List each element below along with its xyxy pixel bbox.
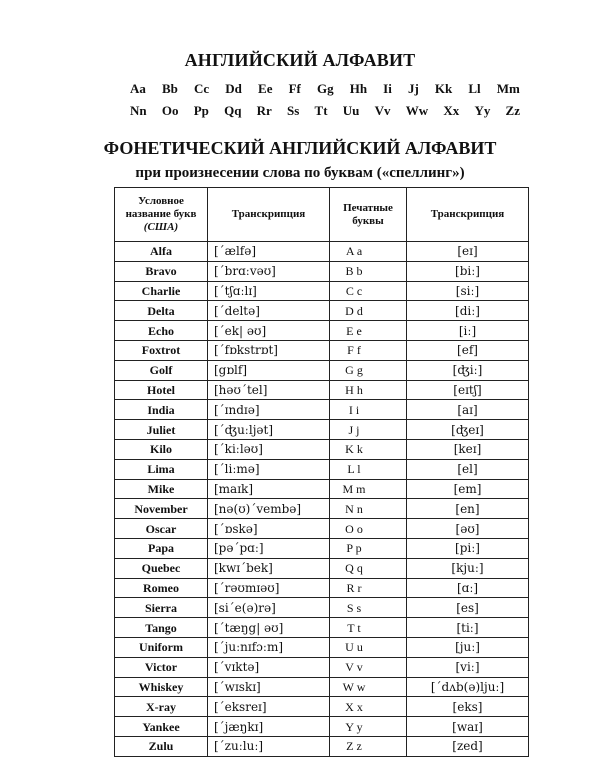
- code-word-transcription-cell: [´jæŋkɪ]: [208, 717, 330, 737]
- letter-pair: Ff: [288, 81, 301, 96]
- letter-transcription-cell: [eɪ]: [407, 242, 529, 262]
- letter-pair: Ee: [258, 81, 273, 96]
- header-name: [115, 188, 208, 242]
- letter-pair: Gg: [316, 81, 334, 96]
- letter-pair: Ii: [383, 81, 392, 96]
- printed-letters-cell: P p: [330, 538, 407, 558]
- table-row: [115, 321, 529, 341]
- code-word-cell: Sierra: [115, 598, 208, 618]
- code-word-cell: Juliet: [115, 420, 208, 440]
- printed-letters-cell: J j: [330, 420, 407, 440]
- table-row: [115, 261, 529, 281]
- letter-pair: Qq: [224, 103, 242, 118]
- printed-letters-cell: E e: [330, 321, 407, 341]
- code-word-transcription-cell: [kwɪ´bek]: [208, 558, 330, 578]
- code-word-cell: Whiskey: [115, 677, 208, 697]
- table-row: [115, 242, 529, 262]
- letter-transcription-cell: [piː]: [407, 538, 529, 558]
- alphabet-row-2: [130, 103, 520, 119]
- letter-pair: Ww: [405, 103, 429, 118]
- code-word-cell: Alfa: [115, 242, 208, 262]
- header-name-line: (США): [143, 221, 179, 233]
- letter-transcription-cell: [waɪ]: [407, 717, 529, 737]
- printed-letters-cell: T t: [330, 618, 407, 638]
- letter-transcription-cell: [juː]: [407, 637, 529, 657]
- letter-pair: Oo: [161, 103, 179, 118]
- code-word-cell: Yankee: [115, 717, 208, 737]
- header-letter-transcription: Транскрипция: [407, 188, 529, 242]
- table-row: [115, 459, 529, 479]
- code-word-transcription-cell: [´deltə]: [208, 301, 330, 321]
- code-word-transcription-cell: [´juːnɪfɔːm]: [208, 637, 330, 657]
- table-row: [115, 736, 529, 756]
- code-word-transcription-cell: [pə´pɑː]: [208, 538, 330, 558]
- table-row: [115, 637, 529, 657]
- code-word-transcription-cell: [´fɒkstrɒt]: [208, 340, 330, 360]
- page-title: АНГЛИЙСКИЙ АЛФАВИТ: [184, 50, 416, 70]
- code-word-transcription-cell: [´wɪskɪ]: [208, 677, 330, 697]
- table-row: [115, 340, 529, 360]
- letter-pair: Ll: [468, 81, 481, 96]
- letter-transcription-cell: [ʤiː]: [407, 360, 529, 380]
- code-word-cell: Zulu: [115, 736, 208, 756]
- printed-letters-cell: F f: [330, 340, 407, 360]
- code-word-transcription-cell: [´ʤuːljət]: [208, 420, 330, 440]
- letter-transcription-cell: [ɑː]: [407, 578, 529, 598]
- letter-transcription-cell: [ef]: [407, 340, 529, 360]
- code-word-transcription-cell: [´vɪktə]: [208, 657, 330, 677]
- code-word-cell: Bravo: [115, 261, 208, 281]
- header-name-line: название букв: [125, 208, 197, 220]
- code-word-transcription-cell: [´ɒskə]: [208, 519, 330, 539]
- phonetic-subtitle: при произнесении слова по буквам («спеллинг»): [135, 165, 465, 181]
- table-body: [115, 242, 529, 757]
- letter-transcription-cell: [iː]: [407, 321, 529, 341]
- code-word-cell: X-ray: [115, 697, 208, 717]
- code-word-cell: Romeo: [115, 578, 208, 598]
- printed-letters-cell: N n: [330, 499, 407, 519]
- code-word-transcription-cell: [maɪk]: [208, 479, 330, 499]
- letter-transcription-cell: [zed]: [407, 736, 529, 756]
- printed-letters-cell: U u: [330, 637, 407, 657]
- header-transcription: Транскрипция: [208, 188, 330, 242]
- table-row: [115, 519, 529, 539]
- code-word-cell: Papa: [115, 538, 208, 558]
- table-row: [115, 360, 529, 380]
- printed-letters-cell: C c: [330, 281, 407, 301]
- letter-transcription-cell: [keɪ]: [407, 439, 529, 459]
- letter-pair: Bb: [162, 81, 178, 96]
- code-word-transcription-cell: [gɒlf]: [208, 360, 330, 380]
- code-word-transcription-cell: [´kiːləʊ]: [208, 439, 330, 459]
- table-row: [115, 618, 529, 638]
- code-word-transcription-cell: [həʊ´tel]: [208, 380, 330, 400]
- table-row: [115, 558, 529, 578]
- code-word-transcription-cell: [nə(ʊ)´vembə]: [208, 499, 330, 519]
- table-row: [115, 380, 529, 400]
- letter-transcription-cell: [aɪ]: [407, 400, 529, 420]
- header-printed-letters: [330, 188, 407, 242]
- letter-transcription-cell: [eɪtʃ]: [407, 380, 529, 400]
- code-word-cell: Echo: [115, 321, 208, 341]
- code-word-cell: Hotel: [115, 380, 208, 400]
- printed-letters-cell: W w: [330, 677, 407, 697]
- letter-transcription-cell: [ʤeɪ]: [407, 420, 529, 440]
- printed-letters-cell: S s: [330, 598, 407, 618]
- letter-transcription-cell: [en]: [407, 499, 529, 519]
- table-row: [115, 281, 529, 301]
- printed-letters-cell: G g: [330, 360, 407, 380]
- letter-pair: Rr: [256, 103, 272, 118]
- letter-transcription-cell: [es]: [407, 598, 529, 618]
- code-word-transcription-cell: [si´e(ə)rə]: [208, 598, 330, 618]
- code-word-cell: Victor: [115, 657, 208, 677]
- letter-transcription-cell: [el]: [407, 459, 529, 479]
- table-row: [115, 598, 529, 618]
- code-word-transcription-cell: [´brɑːvəʊ]: [208, 261, 330, 281]
- letter-transcription-cell: [´dʌb(ə)ljuː]: [407, 677, 529, 697]
- table-row: [115, 657, 529, 677]
- table-row: [115, 697, 529, 717]
- letter-pair: Zz: [505, 103, 520, 118]
- table-row: [115, 578, 529, 598]
- table-row: [115, 479, 529, 499]
- letter-pair: Mm: [496, 81, 520, 96]
- letter-transcription-cell: [diː]: [407, 301, 529, 321]
- printed-letters-cell: A a: [330, 242, 407, 262]
- phonetic-table: [114, 187, 529, 757]
- printed-letters-cell: I i: [330, 400, 407, 420]
- code-word-transcription-cell: [´liːmə]: [208, 459, 330, 479]
- code-word-cell: Kilo: [115, 439, 208, 459]
- code-word-cell: Oscar: [115, 519, 208, 539]
- table-row: [115, 301, 529, 321]
- letter-transcription-cell: [əʊ]: [407, 519, 529, 539]
- table-row: [115, 439, 529, 459]
- letter-pair: Xx: [443, 103, 460, 118]
- table-row: [115, 499, 529, 519]
- printed-letters-cell: V v: [330, 657, 407, 677]
- code-word-cell: Quebec: [115, 558, 208, 578]
- printed-letters-cell: O o: [330, 519, 407, 539]
- letter-transcription-cell: [siː]: [407, 281, 529, 301]
- code-word-cell: Mike: [115, 479, 208, 499]
- printed-letters-cell: Z z: [330, 736, 407, 756]
- header-printed-line: Печатные: [343, 201, 393, 214]
- letter-pair: Pp: [193, 103, 209, 118]
- letter-pair: Uu: [342, 103, 360, 118]
- printed-letters-cell: R r: [330, 578, 407, 598]
- code-word-transcription-cell: [´rəʊmɪəʊ]: [208, 578, 330, 598]
- letter-transcription-cell: [biː]: [407, 261, 529, 281]
- header-name-line: Условное: [138, 195, 184, 207]
- printed-letters-cell: D d: [330, 301, 407, 321]
- letter-transcription-cell: [kjuː]: [407, 558, 529, 578]
- letter-pair: Jj: [407, 81, 419, 96]
- table-row: [115, 400, 529, 420]
- printed-letters-cell: Y y: [330, 717, 407, 737]
- letter-transcription-cell: [eks]: [407, 697, 529, 717]
- printed-letters-cell: K k: [330, 439, 407, 459]
- code-word-cell: Lima: [115, 459, 208, 479]
- code-word-cell: Uniform: [115, 637, 208, 657]
- code-word-cell: India: [115, 400, 208, 420]
- code-word-cell: Foxtrot: [115, 340, 208, 360]
- letter-pair: Nn: [130, 103, 147, 118]
- table-row: [115, 677, 529, 697]
- code-word-cell: Delta: [115, 301, 208, 321]
- letter-transcription-cell: [tiː]: [407, 618, 529, 638]
- code-word-transcription-cell: [´ælfə]: [208, 242, 330, 262]
- code-word-cell: November: [115, 499, 208, 519]
- code-word-transcription-cell: [´tæŋg| əʊ]: [208, 618, 330, 638]
- code-word-transcription-cell: [´eksreɪ]: [208, 697, 330, 717]
- code-word-cell: Tango: [115, 618, 208, 638]
- code-word-transcription-cell: [´zuːluː]: [208, 736, 330, 756]
- letter-pair: Aa: [130, 81, 146, 96]
- table-row: [115, 538, 529, 558]
- code-word-transcription-cell: [´ɪndɪə]: [208, 400, 330, 420]
- letter-transcription-cell: [viː]: [407, 657, 529, 677]
- letter-pair: Yy: [474, 103, 491, 118]
- letter-pair: Ss: [287, 103, 300, 118]
- printed-letters-cell: B b: [330, 261, 407, 281]
- code-word-transcription-cell: [´ek| əʊ]: [208, 321, 330, 341]
- printed-letters-cell: M m: [330, 479, 407, 499]
- code-word-transcription-cell: [´tʃɑːlɪ]: [208, 281, 330, 301]
- header-printed-line: буквы: [352, 214, 384, 227]
- letter-pair: Cc: [194, 81, 210, 96]
- letter-pair: Tt: [314, 103, 328, 118]
- table-row: [115, 420, 529, 440]
- table-header-row: [115, 188, 529, 242]
- printed-letters-cell: X x: [330, 697, 407, 717]
- letter-pair: Vv: [374, 103, 391, 118]
- letter-pair: Dd: [225, 81, 242, 96]
- code-word-cell: Golf: [115, 360, 208, 380]
- table-row: [115, 717, 529, 737]
- letter-pair: Hh: [349, 81, 368, 96]
- letter-pair: Kk: [434, 81, 453, 96]
- printed-letters-cell: L l: [330, 459, 407, 479]
- alphabet-row-1: [130, 81, 520, 97]
- code-word-cell: Charlie: [115, 281, 208, 301]
- letter-transcription-cell: [em]: [407, 479, 529, 499]
- phonetic-title: ФОНЕТИЧЕСКИЙ АНГЛИЙСКИЙ АЛФАВИТ: [103, 138, 497, 158]
- printed-letters-cell: Q q: [330, 558, 407, 578]
- printed-letters-cell: H h: [330, 380, 407, 400]
